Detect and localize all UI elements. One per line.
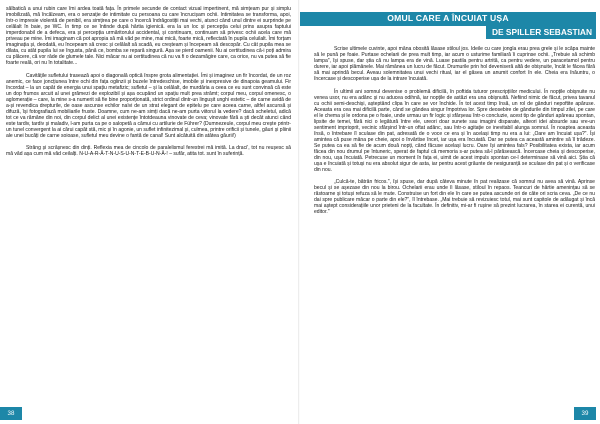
paragraph: „Culcă-te, bătrân fricos.", își spuse, dar după câteva minute în pat realizase că somnul nu avea să vină. Aprinse becul și se așezase din nou la birou. Ochelarii erau unde îi lăsase, stiloul în repaos. Teancuri de hârtie amenințau să se răstoarne și totuși refuza să le mute. Construise un fort din ele în care se putea ascunde ori de câte ori scria ceva. „De ce nu dai spre publicare măcar o parte din ele?", îl întrebase. „Mai trebuie să revizuiesc totul, mai sunt capitole de adăugat și încă mai aștept considerațiile unor prieteni de la facultate. În definitiv, mi-ar fi rușine să prezint lucrarea, în starea ei curentă, unui editor." (314, 179, 595, 216)
right-page-body (314, 46, 595, 222)
paragraph: sălbatică a unui rubin care îmi ardea toată fața. În primele secunde de contact vizual impertinent, mă simțeam pur și simplu imobilizată, mă încălzeam, era o senzație de intimitate cu persoana cu care încrucișam ochii. Intimitatea se transforma, apoi, într-o impresie violentă de penibil, era simțirea pe care o încercă îndrăgostiții mai vechi, atunci când unul dintre ei surprinde pe celălalt în baie, pe WC. În timp ce se întinde după hârtia igienică. era la un loc și percepția celui prins asupra faptului imperdonabil de a defeca, era și percepția urmăritorului accidental, și continuam, continuam să privesc ochii acela care mă priveau pe mine. Îmi imaginam că pot apropia să mă văd pe mine, mai mică, foarte mică, reflectată în pupila celuilalt. Îmi forțam imaginația și, deodată, eu începeam să cresc și celălalt să scadă, eu creșteam și începeam să descopăr. Cu cât pupila mea se dilata, cu atât pupila lui se îngusta, până ce, bomba se repară singură. Așa se pierd oamenii. Nu ai certitudinea că-i poți admira cu plăcere, că vor râde de glumele tale. Nici măcar nu ai certitudinea că nu va fi o dezamăgire care, ca orice, nu va putea să fie foarte reală, ori nu în totalitate... (6, 6, 291, 66)
paragraph: Scrise ultimele cuvinte, apoi mâna obosită lăsase stiloul jos. Ideile cu care jongla erau prea grele și le scăpa mainte să le pună pe foaie. Purtase ochelarii de prea mult timp, iar acum o usturime familiară îi cuprinse ochii. „Trebuie să schimb lampa", își spuse, dar știa că nu lampa era de vină. Luasе pastila pentru artrită, ca pentru vedere, un paracetamol pentru durere, iar apoi plămânele. Mai rămânea un lucru de făcut. Drumurile prin hol deveniseră altă de obișnuite, încât le făcea fără să mai aprindă becul. Aveau solemnitatea unui vechi ritual, iar el găsea un anumit confort în ele. Cheia era înăuntru, o încercase și descoperise ușa de la intrare încuiată. (314, 46, 595, 82)
story-title: OMUL CARE A ÎNCUIAT UȘA (387, 13, 509, 23)
page-number: 39 (574, 407, 596, 420)
left-page-body (6, 6, 291, 164)
paragraph: Strâng și scrâșnesc din dinți. Reflexia mea de cincolo de paralelismul ferestrei mă imită. La draci', tot nu reușesc să mă văd așa cum mă văd ceilalți. N-U-A-R-Ă-T-N-U-S-U-N-T-E-B-U-N-Ă-! – sufăr, atita tot. sunt în suferință. (6, 145, 291, 158)
page-number: 38 (0, 407, 22, 420)
author-banner: DE SPILLER SEBASTIAN (486, 26, 596, 39)
paragraph: În ultimii ani somnul devenise o problemă dificilă, în poftida tuturor prescripțiilor medicului. În nopțile obișnuite nu venea usor, nu era adânc și nu aducea odihnă, iar nopțile de astăzi era una obișnuită. Nefiind nimic de făcut, privea tavanul cu ochii semi-deschiși, așteptând clipa în care se vor închide. În tot acest timp însă, un rol de gânduri nepoftite apăruse. Aceasta era cea mai dificilă parte, când se gândea singur împotriva lor. Spre deosebire de gândurile din timpul zilei, pe care el le chema și le ordona pe o foaie, unde urmau un fir logic și sfârșeau într-o concluzie, acest tip de gânduri apăreau spontan, lipsite de temei, fără nici o legătură între ele, ureori doar sunete sau imagini disparate, alteori idei absurde sau vre-un sentiment imprioprit, vecinic sfârșind într-un oftat adânc, sau într-o agitație ce inevitabil alunga somnul. În noaptea aceasta însă, o întrebare îl sculase din pat, adresată de o voce ce era și în același timp nu era a lui: „Oare am încuiat ușa?". Își amintea că puse mâna pe cheie, apoi o învârtise încet, iar ușa era încuiată. Dar se putea ca această amintire să îl trădeze. Se putea ca ea să fie de acum două nopți, când făcuse același lucru. Oare își amintea fals? Posibilitatea exista, iar acum făcea din nou drumul pe întuneric, sperat de faptul că memoria s-ar putea să-l părăsească. Încercase cheia și descoperise, din nou, ușa încuiată. Petrecuse un moment în fața ei, uimit de acest impuls spontan ce-l determinase să vină aici. Știa că ușa e încuiată și totuși nu era absolut sigur de asta, iar pentru acest grăunte de nesiguranță se sculase din pat și o verificase din nou. (314, 88, 595, 173)
right-page (300, 0, 600, 424)
paragraph: Cavitățile sufletului trasează apoi o diagonală optică înspre grota alimentației. Îmi și imaginez un fir încordat, de un roz anemic, ce face joncțiunea între ochi din fața oglinzii și buzele întredeschise, imobile și inexpresive de dinapoia geamului. Fir încordat – la un capăt de energia unui spațiu metafizic; sufletul – și la celălalt, de murdăria a ceea ce eu sunt convinsă că este un dop frumos arcuit al unei grămezi de explozibil și așa ocupând un spațiu mult prea strâmt; corpul meu, corpul omenesc, o aglomerație – care, la mine s-a numerit să fie bine proporționată, strict ordinul dintr-un lingușit unghi estetic – de carne avidă de a-și revendica drepturile, de oase ascunse echilor naïvi de un strat elegant de epitelu pe care aceea carne, altfel ascunsă și difuză, își fotografiază mobiliarile fruste. Doamne, cum ne-am simți dacă ne-am purta viitorul la vedere? dacă scheletul, adică tot ce va rămâne din noi, din corpul delict al unei existențe întotdeauna vinovate de ceva; vinovate fără a ști decât atunci când este tardiv, tardiv și maladiv, l-am purta ca pe o salopetă a cămui cu artilurie de Führer? (Dumnezeule, corpul meu crește printr-un tunel convergent la ai cărui capăt stă, mic și în agonie, un suflet infinitezimal și, culmea, printre orificii și tunele, găuri și pliinii ale unei bucăți de carne soioase, sufletul meu devine o fantă de canal! Sunt alcătuită din atâtea găurii!) (6, 72, 291, 139)
